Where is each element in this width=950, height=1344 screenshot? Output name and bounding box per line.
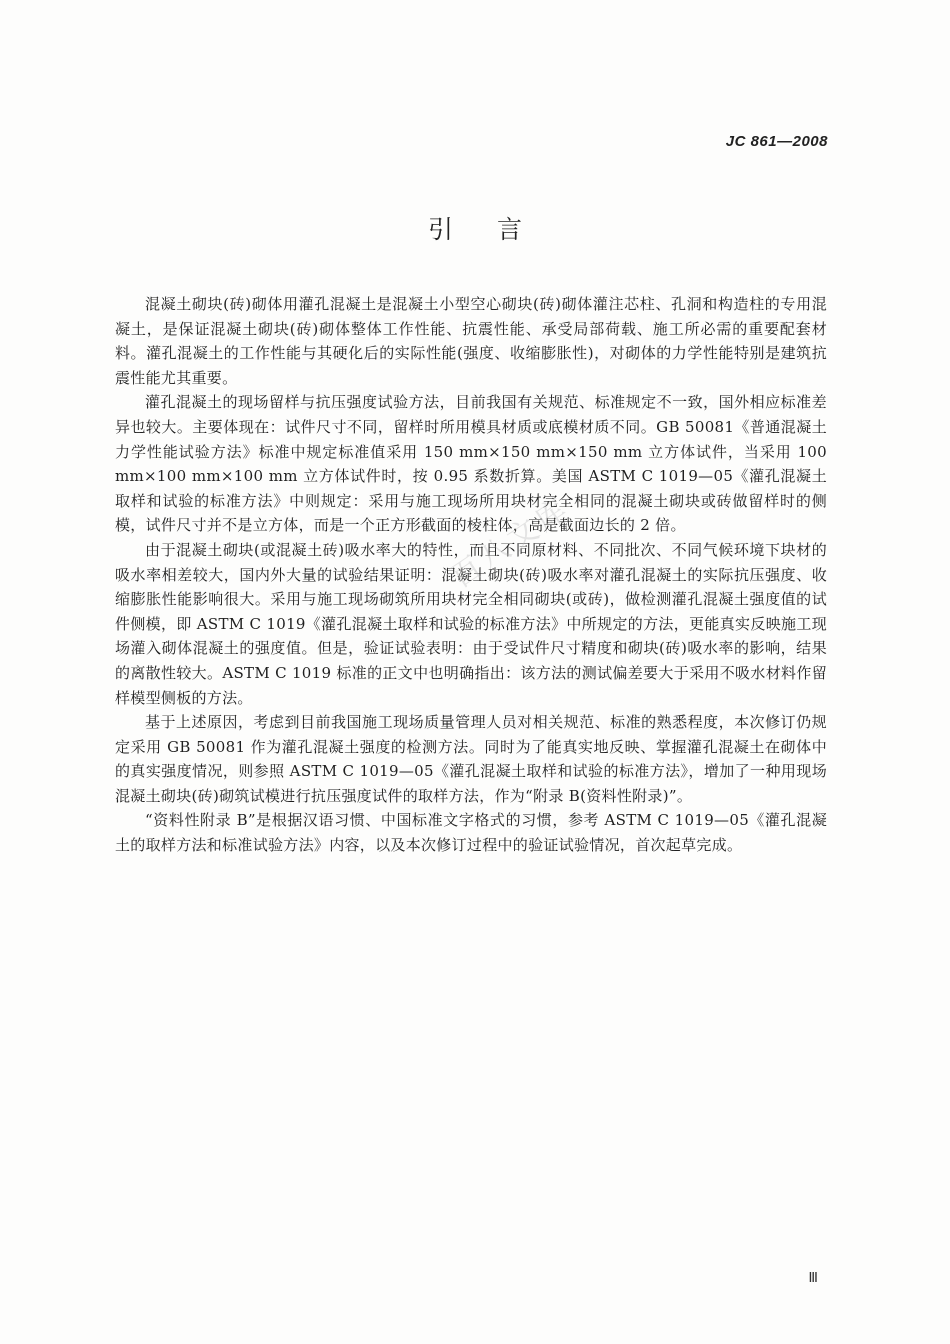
page-title: 引言 <box>427 215 566 244</box>
paragraph-5: “资料性附录 B”是根据汉语习惯、中国标准文字格式的习惯，参考 ASTM C 1019—05《灌孔混凝土的取样方法和标准试验方法》内容，以及本次修订过程中的验证试验情况，首次起草完成。 <box>115 811 827 855</box>
paragraph-1: 混凝土砌块(砖)砌体用灌孔混凝土是混凝土小型空心砌块(砖)砌体灌注芯柱、孔洞和构造柱的专用混凝土，是保证混凝土砌块(砖)砌体整体工作性能、抗震性能、承受局部荷载、施工所必需的重要配套材料。灌孔混凝土的工作性能与其硬化后的实际性能(强度、收缩膨胀性)，对砌体的力学性能特别是建筑抗震性能尤其重要。 <box>115 295 827 387</box>
introduction-body <box>115 292 827 858</box>
paragraph-4: 基于上述原因，考虑到目前我国施工现场质量管理人员对相关规范、标准的熟悉程度，本次修订仍规定采用 GB 50081 作为灌孔混凝土强度的检测方法。同时为了能真实地反映、掌握灌孔混凝土在砌体中的真实强度情况，则参照 ASTM C 1019—05《灌孔混凝土取样和试验的标准方法》，增加了一种用现场混凝土砌块(砖)砌筑试模进行抗压强度试件的取样方法，作为“附录 B(资料性附录)”。 <box>115 713 827 805</box>
document-code: JC 861—2008 <box>725 133 828 150</box>
paragraph-3: 由于混凝土砌块(或混凝土砖)吸水率大的特性，而且不同原材料、不同批次、不同气候环境下块材的吸水率相差较大，国内外大量的试验结果证明：混凝土砌块(砖)吸水率对灌孔混凝土的实际抗压强度、收缩膨胀性能影响很大。采用与施工现场砌筑所用块材完全相同砌块(或砖)，做检测灌孔混凝土强度值的试件侧模，即 ASTM C 1019《灌孔混凝土取样和试验的标准方法》中所规定的方法，更能真实反映施工现场灌入砌体混凝土的强度值。但是，验证试验表明：由于受试件尺寸精度和砌块(砖)吸水率的影响，结果的离散性较大。ASTM C 1019 标准的正文中也明确指出：该方法的测试偏差要大于采用不吸水材料作留样模型侧板的方法。 <box>115 540 827 707</box>
watermark-text: 百八文库 <box>444 490 577 596</box>
page-number: Ⅲ <box>808 1271 818 1286</box>
paragraph-2: 灌孔混凝土的现场留样与抗压强度试验方法，目前我国有关规范、标准规定不一致，国外相应标准差异也较大。主要体现在：试件尺寸不同，留样时所用模具材质或底模材质不同。GB 50081《普通混凝土力学性能试验方法》标准中规定标准值采用 150 mm×150 mm×150 mm 立方体试件，当采用 100 mm×100 mm×100 mm 立方体试件时，按 0.95 系数折算。美国 ASTM C 1019—05《灌孔混凝土取样和试验的标准方法》中则规定：采用与施工现场所用块材完全相同的混凝土砌块或砖做留样时的侧模，试件尺寸并不是立方体，而是一个正方形截面的棱柱体，高是截面边长的 2 倍。 <box>115 393 827 535</box>
